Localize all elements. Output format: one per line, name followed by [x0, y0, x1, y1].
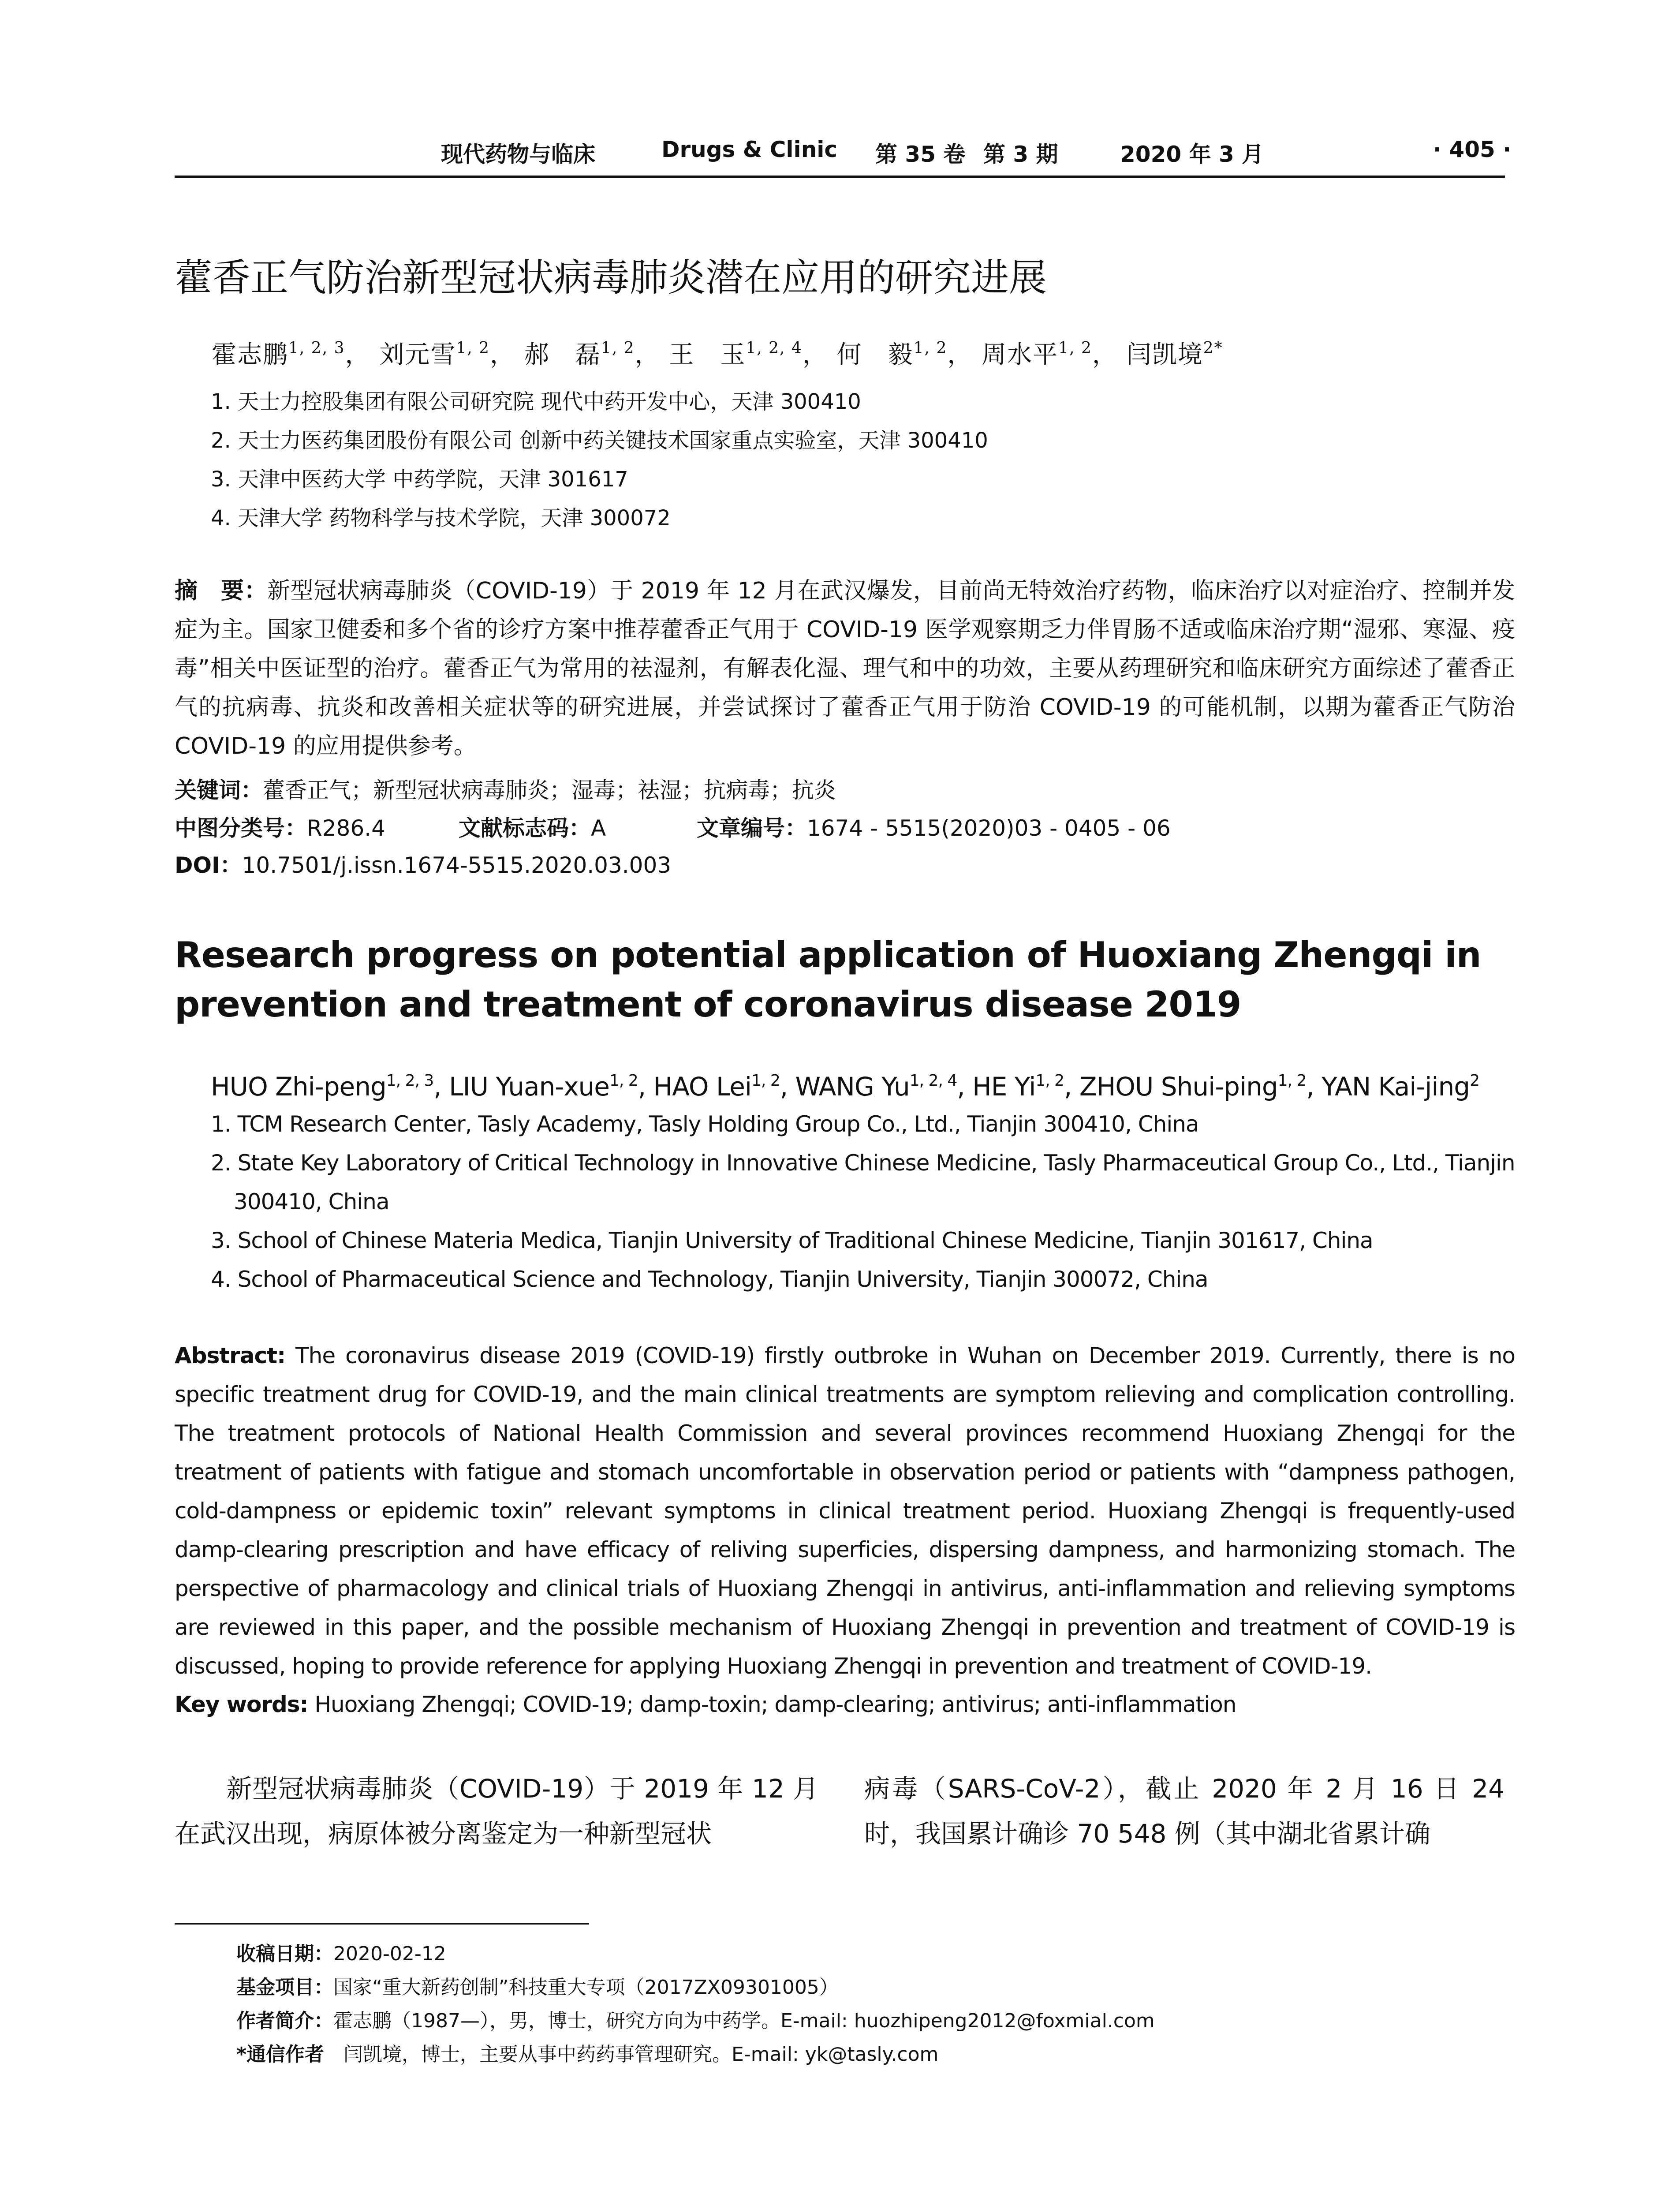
en-author: YAN Kai-jing$^2$	[1322, 1072, 1479, 1102]
cn-author: 周水平$^{1, 2}$	[982, 339, 1092, 369]
en-author: HE Yi$^{1, 2}$	[972, 1072, 1064, 1102]
doi: DOI：10.7501/j.issn.1674-5515.2020.03.003	[175, 852, 672, 878]
en-author-list: HUO Zhi-peng$^{1, 2, 3}$, LIU Yuan-xue$^{1, 2}$, HAO Lei$^{1, 2}$, WANG Yu$^{1, 2, 4}$, HE Yi$^{1, 2}$, ZHOU Shui-ping$^{1, 2}$, YAN Kai-jing$^2$	[211, 1072, 1479, 1102]
body-right-column: 病毒（SARS-CoV-2），截止 2020 年 2 月 16 日 24 时，我国累计确诊 70 548 例（其中湖北省累计确	[864, 1774, 1505, 1849]
cn-author: 霍志鹏$^{1, 2, 3}$	[212, 339, 345, 369]
cn-abstract-text: 新型冠状病毒肺炎（COVID-19）于 2019 年 12 月在武汉爆发，目前尚无特效治疗药物，临床治疗以对症治疗、控制并发症为主。国家卫健委和多个省的诊疗方案中推荐藿香正气用于 COVID-19 医学观察期乏力伴胃肠不适或临床治疗期“湿邪、寒湿、疫毒”相关中医证型的治疗。藿香正气为常用的祛湿剂，有解表化湿、理气和中的功效，主要从药理研究和临床研究方面综述了藿香正气的抗病毒、抗炎和改善相关症状等的研究进展，并尝试探讨了藿香正气用于防治 COVID-19 的可能机制，以期为藿香正气防治 COVID-19 的应用提供参考。	[175, 578, 1515, 759]
journal-name-en: Drugs & Clinic	[661, 137, 838, 162]
footnote-author-bio: 作者简介：霍志鹏（1987—），男，博士，研究方向为中药学。E-mail: huozhipeng2012@foxmial.com	[236, 2010, 1155, 2032]
en-author: LIU Yuan-xue$^{1, 2}$	[449, 1072, 638, 1102]
en-abstract-label: Abstract:	[175, 1343, 286, 1368]
en-abstract-text: The coronavirus disease 2019 (COVID-19) firstly outbroke in Wuhan on December 2019. Currently, there is no specific treatment drug for COVID-19, and the main clinical treatments are symptom relieving and complication controlling. The treatment protocols of National Health Commission and several provinces recommend Huoxiang Zhengqi for the treatment of patients with fatigue and stomach uncomfortable in observation period or patients with “dampness pathogen, cold-dampness or epidemic toxin” relevant symptoms in clinical treatment period. Huoxiang Zhengqi is frequently-used damp-clearing prescription and have efficacy of reliving superficies, dispersing dampness, and harmonizing stomach. The perspective of pharmacology and clinical trials of Huoxiang Zhengqi in antivirus, anti-inflammation and relieving symptoms are reviewed in this paper, and the possible mechanism of Huoxiang Zhengqi in prevention and treatment of COVID-19 is discussed, hoping to provide reference for applying Huoxiang Zhengqi in prevention and treatment of COVID-19.	[175, 1343, 1515, 1679]
cn-affiliation: 3. 天津中医药大学 中药学院，天津 301617	[211, 467, 628, 492]
en-affiliation: 3. School of Chinese Materia Medica, Tianjin University of Traditional Chinese Medicine, Tianjin 301617, China	[211, 1228, 1373, 1253]
cn-author-list: 霍志鹏$^{1, 2, 3}$， 刘元雪$^{1, 2}$， 郝 磊$^{1, 2}$， 王 玉$^{1, 2, 4}$， 何 毅$^{1, 2}$， 周水平$^{1, 2}$， 闫凯境$^{2*}$	[212, 339, 1223, 369]
body-left-column: 新型冠状病毒肺炎（COVID-19）于 2019 年 12 月在武汉出现，病原体被分离鉴定为一种新型冠状	[175, 1774, 818, 1849]
footnote-rule	[175, 1923, 589, 1925]
cn-abstract-label: 摘 要：	[175, 578, 268, 604]
cn-document-code: 文献标志码：A	[459, 815, 606, 841]
cn-author: 何 毅$^{1, 2}$	[836, 339, 948, 369]
cn-keywords: 关键词：藿香正气；新型冠状病毒肺炎；湿毒；祛湿；抗病毒；抗炎	[175, 777, 836, 803]
en-abstract	[175, 1336, 1515, 1686]
footnote-corresponding-author: *通信作者 闫凯境，博士，主要从事中药药事管理研究。E-mail: yk@tasly.com	[236, 2043, 939, 2066]
cn-title: 藿香正气防治新型冠状病毒肺炎潜在应用的研究进展	[175, 256, 1047, 300]
footnote-received-date: 收稿日期：2020-02-12	[236, 1943, 446, 1965]
en-author: HAO Lei$^{1, 2}$	[653, 1072, 780, 1102]
cn-article-number: 文章编号：1674 - 5515(2020)03 - 0405 - 06	[697, 815, 1171, 841]
footnote-funding: 基金项目：国家“重大新药创制”科技重大专项（2017ZX09301005）	[236, 1976, 839, 1999]
en-author: WANG Yu$^{1, 2, 4}$	[795, 1072, 957, 1102]
en-affiliation: 4. School of Pharmaceutical Science and Technology, Tianjin University, Tianjin 300072, China	[211, 1267, 1208, 1292]
cn-abstract	[175, 572, 1515, 766]
en-affiliation-continued: 300410, China	[234, 1189, 389, 1215]
cn-affiliation: 4. 天津大学 药物科学与技术学院，天津 300072	[211, 506, 671, 531]
running-header	[0, 137, 1680, 172]
volume: 第 35 卷	[875, 142, 966, 167]
en-title: Research progress on potential application of Huoxiang Zhengqi in prevention and treatment of coronavirus disease 2019	[175, 934, 1481, 1025]
header-rule	[175, 176, 1505, 178]
cn-classification: 中图分类号：R286.4	[175, 815, 385, 841]
cn-author: 王 玉$^{1, 2, 4}$	[669, 339, 803, 369]
cn-affiliation: 1. 天士力控股集团有限公司研究院 现代中药开发中心，天津 300410	[211, 389, 861, 414]
en-author: ZHOU Shui-ping$^{1, 2}$	[1079, 1072, 1307, 1102]
cn-author: 闫凯境$^{2*}$	[1126, 339, 1223, 369]
cn-affiliation: 2. 天士力医药集团股份有限公司 创新中药关键技术国家重点实验室，天津 300410	[211, 428, 988, 453]
page-number: · 405 ·	[1433, 137, 1512, 162]
en-keywords: Key words: Huoxiang Zhengqi; COVID-19; damp-toxin; damp-clearing; antivirus; anti-inflammation	[175, 1692, 1236, 1717]
issue: 第 3 期	[983, 142, 1058, 167]
journal-name-cn: 现代药物与临床	[441, 141, 595, 167]
en-author: HUO Zhi-peng$^{1, 2, 3}$	[211, 1072, 434, 1102]
issue-date: 2020 年 3 月	[1120, 142, 1264, 167]
cn-author: 刘元雪$^{1, 2}$	[379, 339, 490, 369]
en-affiliation: 1. TCM Research Center, Tasly Academy, Tasly Holding Group Co., Ltd., Tianjin 300410, China	[211, 1111, 1199, 1137]
cn-author: 郝 磊$^{1, 2}$	[524, 339, 635, 369]
en-affiliation: 2. State Key Laboratory of Critical Technology in Innovative Chinese Medicine, Tasly Pharmaceutical Group Co., Ltd., Tianjin	[211, 1150, 1515, 1176]
